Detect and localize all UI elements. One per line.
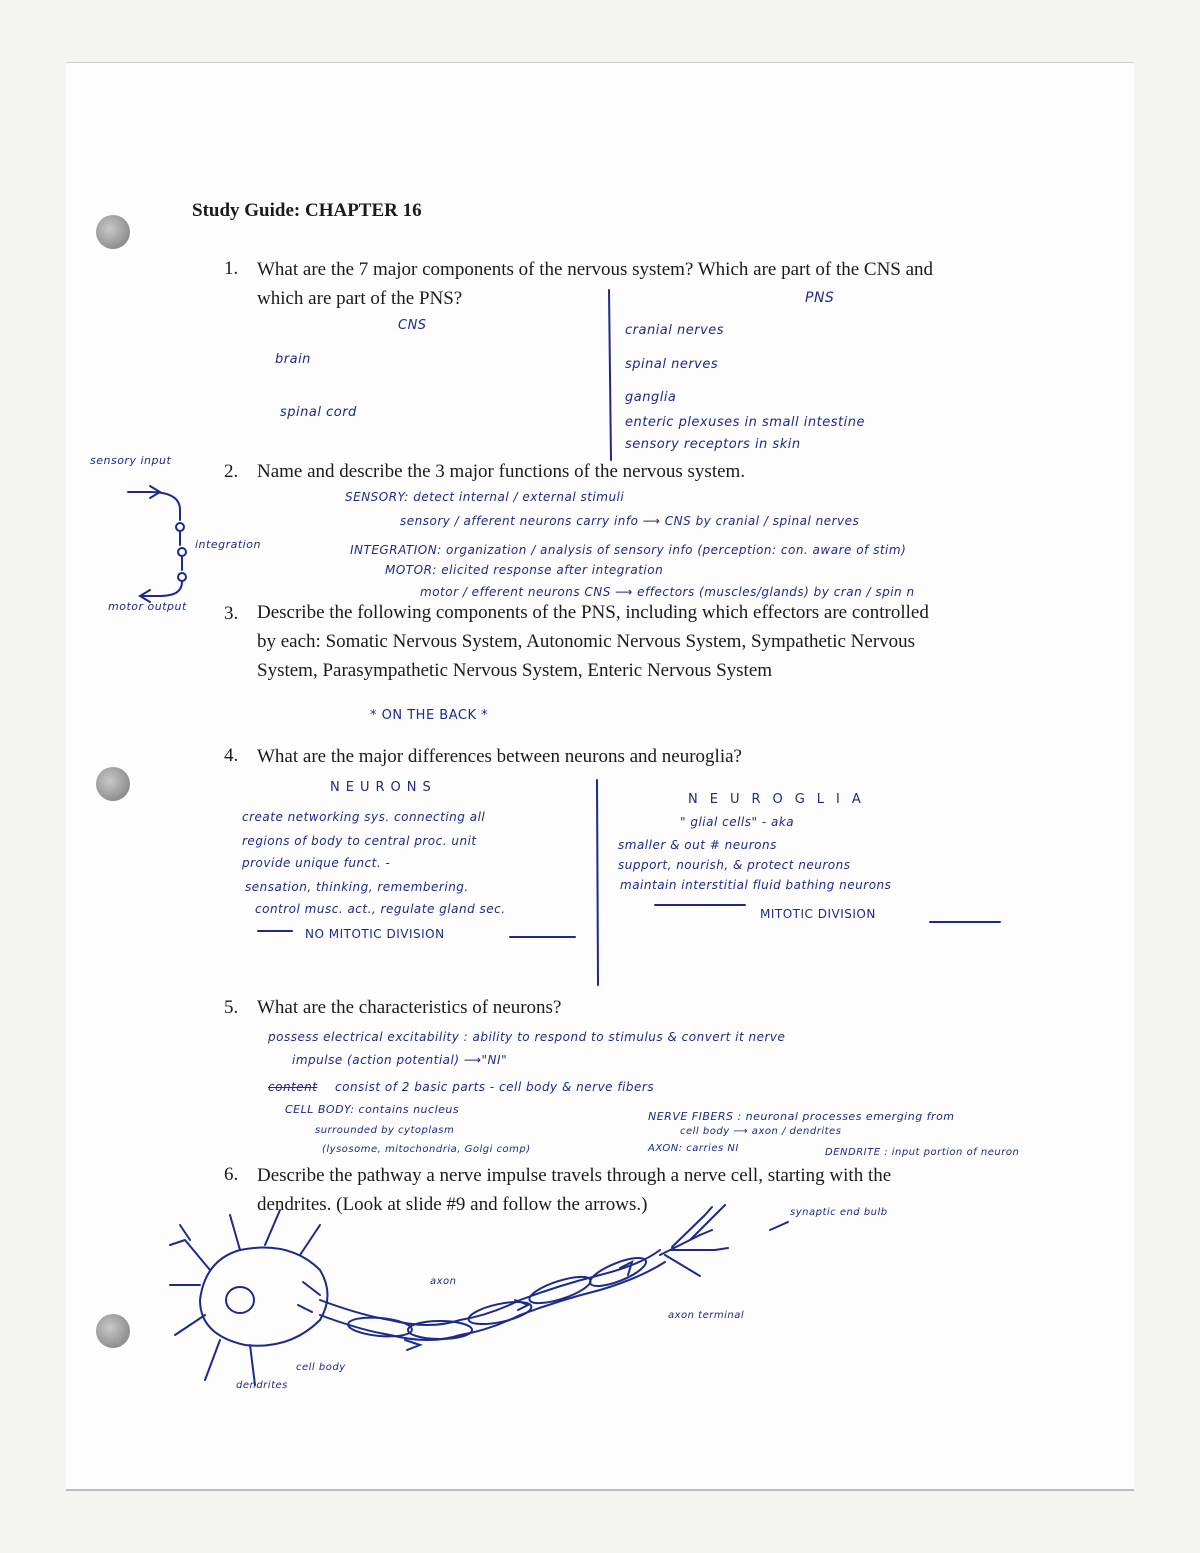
answer-line: INTEGRATION: organization / analysis of sensory info (perception: con. aware of stim) (350, 543, 907, 557)
struck-word: content (268, 1080, 318, 1094)
neurons-item: create networking sys. connecting all (242, 810, 486, 824)
pns-item: spinal nerves (625, 357, 719, 372)
question-2-text: Name and describe the 3 major functions of the nervous system. (257, 461, 746, 482)
neurons-item: NO MITOTIC DIVISION (305, 927, 445, 941)
question-6-text: Describe the pathway a nerve impulse travels through a nerve cell, starting with the (257, 1165, 892, 1186)
label-axon-terminal: axon terminal (668, 1310, 745, 1321)
pns-item: ganglia (625, 390, 677, 405)
synaptic-end-bulbs (690, 1207, 728, 1276)
answer-line: sensory / afferent neurons carry info ⟶ CNS by cranial / spinal nerves (400, 514, 860, 528)
answer-line: impulse (action potential) ⟶"NI" (292, 1053, 508, 1067)
flow-node (178, 548, 186, 556)
answer-on-the-back: * ON THE BACK * (370, 708, 489, 723)
question-1-text: which are part of the PNS? (257, 288, 463, 309)
impulse-arrow (405, 1340, 420, 1350)
dendrite-branches (170, 1210, 320, 1385)
answer-line: DENDRITE : input portion of neuron (825, 1147, 1020, 1158)
neuroglia-item: MITOTIC DIVISION (760, 907, 876, 921)
cns-heading: CNS (398, 318, 427, 333)
neuron-sketch (170, 1205, 788, 1385)
answer-line: possess electrical excitability : ability to respond to stimulus & convert it nerve (268, 1030, 786, 1044)
neurons-item: control musc. act., regulate gland sec. (255, 902, 506, 916)
answer-line: SENSORY: detect internal / external stimuli (345, 490, 625, 504)
nucleus (226, 1287, 254, 1313)
impulse-arrow (298, 1305, 312, 1312)
neurons-heading: NEURONS (330, 780, 437, 795)
table-divider-line (597, 780, 598, 985)
myelin-sheath (587, 1252, 649, 1291)
neurons-item: sensation, thinking, remembering. (245, 880, 469, 894)
question-number: 2. (224, 461, 239, 482)
answer-line: MOTOR: elicited response after integration (385, 563, 664, 577)
impulse-arrow (515, 1300, 528, 1310)
neurons-item: provide unique funct. - (242, 856, 391, 870)
question-4-text: What are the major differences between neurons and neuroglia? (257, 746, 742, 767)
flow-node (178, 573, 186, 581)
question-6-text: dendrites. (Look at slide #9 and follow the arrows.) (257, 1194, 648, 1215)
myelin-sheath (527, 1272, 593, 1309)
neuroglia-item: smaller & out # neurons (618, 838, 777, 852)
margin-note-motor-output: motor output (108, 600, 187, 613)
cns-item: brain (275, 352, 311, 367)
label-axon: axon (430, 1276, 457, 1287)
question-number: 4. (224, 745, 239, 766)
margin-note-sensory-input: sensory input (90, 454, 172, 467)
answer-line: (lysosome, mitochondria, Golgi comp) (322, 1144, 531, 1155)
question-3-text: by each: Somatic Nervous System, Autonomic Nervous System, Sympathetic Nervous (257, 631, 916, 652)
pns-heading: PNS (805, 290, 835, 306)
answer-line: surrounded by cytoplasm (315, 1125, 455, 1136)
neuroglia-item: maintain interstitial fluid bathing neurons (620, 878, 892, 892)
flow-arrow (140, 582, 182, 596)
label-pointer (770, 1222, 788, 1230)
question-number: 6. (224, 1164, 239, 1185)
pns-item: cranial nerves (625, 323, 725, 338)
label-cell-body: cell body (296, 1362, 346, 1373)
label-synaptic-end-bulb: synaptic end bulb (790, 1207, 888, 1218)
answer-line: consist of 2 basic parts - cell body & nerve fibers (335, 1080, 655, 1094)
question-number: 1. (224, 258, 239, 279)
axon-terminal-branches (660, 1205, 725, 1270)
label-dendrites: dendrites (236, 1380, 288, 1391)
neuroglia-item: support, nourish, & protect neurons (618, 858, 851, 872)
pns-item: sensory receptors in skin (625, 437, 801, 452)
neuroglia-heading: NEUROGLIA (688, 792, 873, 807)
impulse-arrow (303, 1282, 320, 1295)
question-number: 3. (224, 603, 239, 624)
question-5-text: What are the characteristics of neurons? (257, 997, 562, 1018)
cns-item: spinal cord (280, 405, 357, 420)
margin-note-integration: integration (195, 538, 261, 551)
question-1-text: What are the 7 major components of the nervous system? Which are part of the CNS and (257, 259, 934, 280)
question-3-text: Describe the following components of the PNS, including which effectors are controlled (257, 602, 929, 623)
answer-line: motor / efferent neurons CNS ⟶ effectors (muscles/glands) by cran / spin n (420, 585, 915, 599)
question-3-text: System, Parasympathetic Nervous System, Enteric Nervous System (257, 660, 773, 681)
answer-line: AXON: carries NI (648, 1143, 739, 1154)
cell-body (200, 1248, 328, 1346)
answer-line: cell body ⟶ axon / dendrites (680, 1126, 842, 1137)
neuroglia-item: " glial cells" - aka (680, 815, 795, 829)
question-number: 5. (224, 997, 239, 1018)
page-title: Study Guide: CHAPTER 16 (192, 200, 422, 221)
pns-item: enteric plexuses in small intestine (625, 415, 865, 430)
neurons-item: regions of body to central proc. unit (242, 834, 477, 848)
flow-node (176, 523, 184, 531)
answer-line: CELL BODY: contains nucleus (285, 1103, 460, 1116)
answer-line: NERVE FIBERS : neuronal processes emerging from (648, 1110, 955, 1123)
table-divider-line (609, 290, 611, 460)
